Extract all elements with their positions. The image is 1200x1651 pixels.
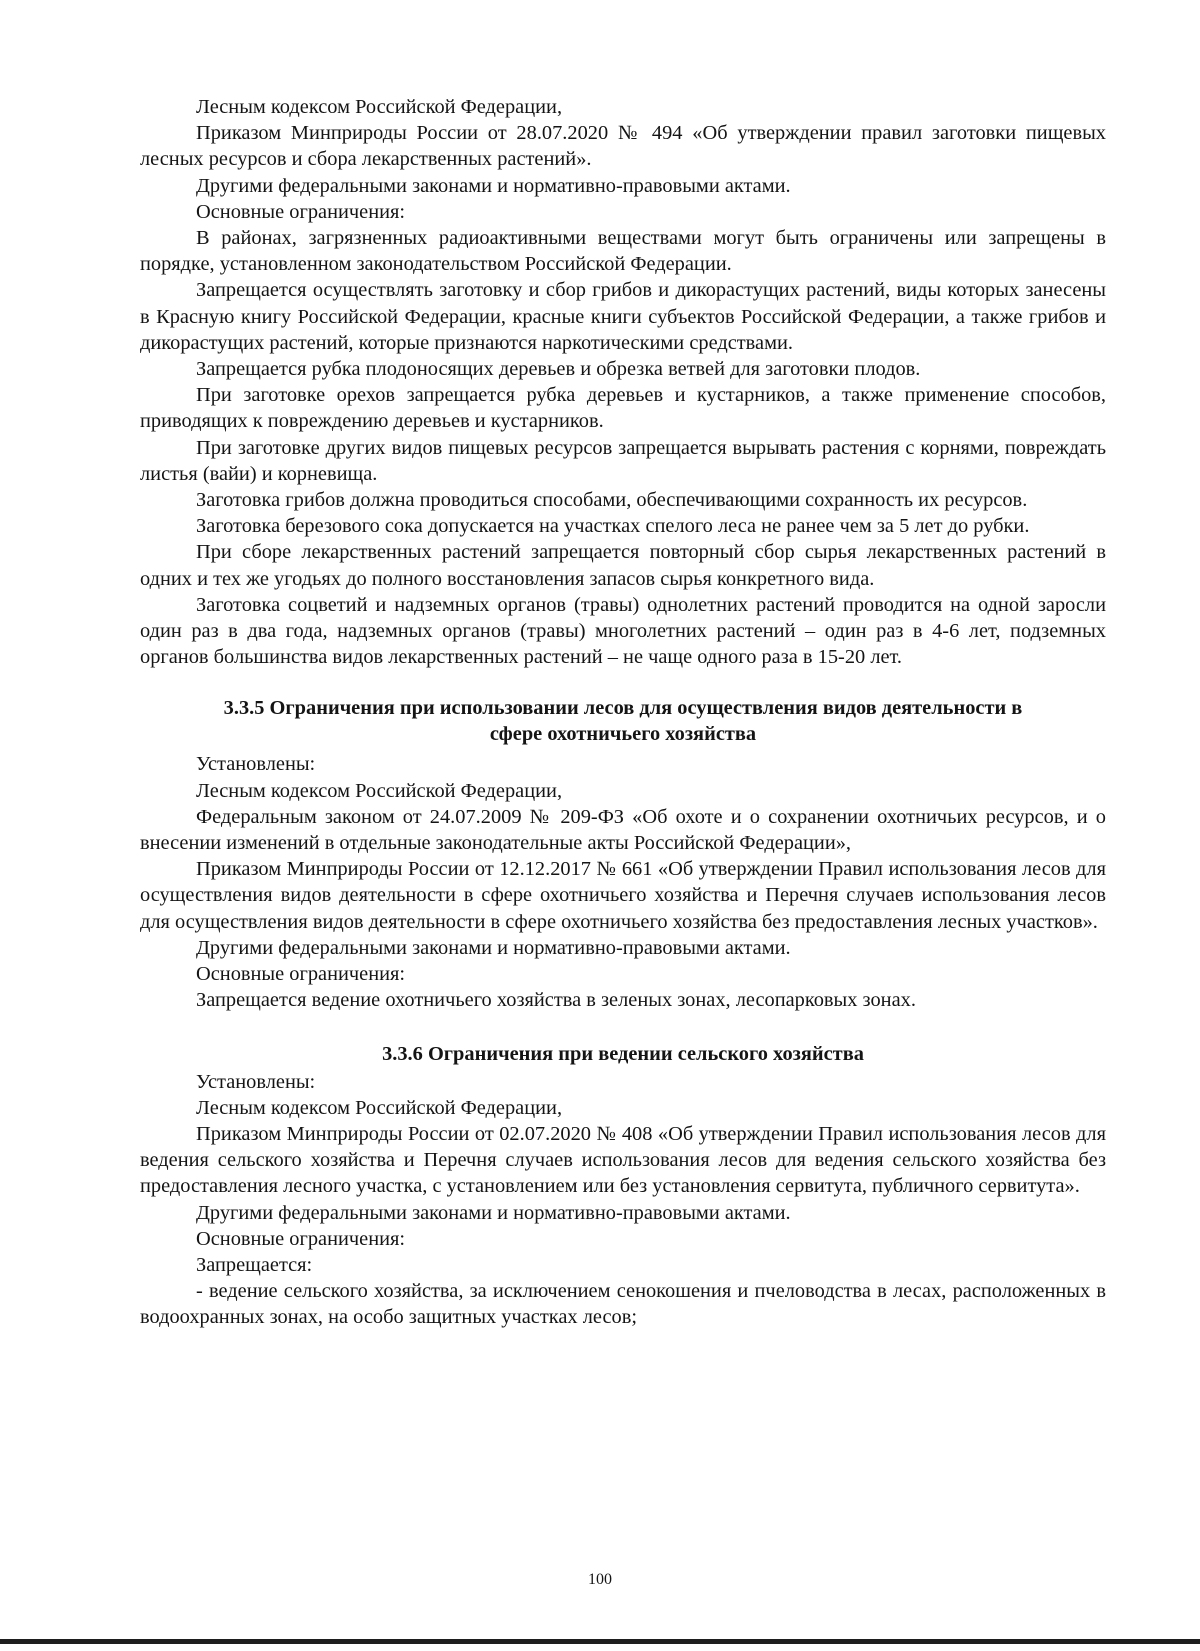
paragraph: При сборе лекарственных растений запрещается повторный сбор сырья лекарственных растений в одних и тех же угодьях до полного восстановления запасов сырья конкретного вида. xyxy=(140,541,1106,590)
paragraph: Установлены: xyxy=(196,1070,316,1093)
paragraph: Заготовка березового сока допускается на участках спелого леса не ранее чем за 5 лет до рубки. xyxy=(196,515,1030,538)
paragraph: В районах, загрязненных радиоактивными веществами могут быть ограничены или запрещены в порядке, установленном законодательством Российской Федерации. xyxy=(140,227,1106,276)
paragraph: При заготовке других видов пищевых ресурсов запрещается вырывать растения с корнями, повреждать листья (вайи) и корневища. xyxy=(140,436,1106,485)
page-body xyxy=(140,94,1106,1331)
bottom-rule xyxy=(0,1639,1200,1644)
paragraph: При заготовке орехов запрещается рубка деревьев и кустарников, а также применение способов, приводящих к повреждению деревьев и кустарников. xyxy=(140,384,1106,433)
paragraph: Федеральным законом от 24.07.2009 № 209-ФЗ «Об охоте и о сохранении охотничьих ресурсов, и о внесении изменений в отдельные законодательные акты Российской Федерации», xyxy=(140,805,1106,855)
paragraph: Запрещается осуществлять заготовку и сбор грибов и дикорастущих растений, виды которых занесены в Красную книгу Российской Федерации, красные книги субъектов Российской Федерации, а также грибов и дикорастущих растений, которые признаются наркотическими средствами. xyxy=(140,279,1106,354)
paragraph: Лесным кодексом Российской Федерации, xyxy=(196,779,563,802)
paragraph: Лесным кодексом Российской Федерации, xyxy=(196,1096,563,1119)
paragraph: Заготовка грибов должна проводиться способами, обеспечивающими сохранность их ресурсов. xyxy=(196,489,1028,512)
section-heading-3-3-6: 3.3.6 Ограничения при ведении сельского хозяйства xyxy=(382,1042,864,1065)
section-heading-line: 3.3.5 Ограничения при использовании лесов для осуществления видов деятельности в xyxy=(223,697,1023,720)
paragraph: Другими федеральными законами и нормативно-правовыми актами. xyxy=(196,174,791,197)
paragraph: Заготовка соцветий и надземных органов (травы) однолетних растений проводится на одной заросли один раз в два года, надземных органов (травы) многолетних растений – один раз в 4-6 лет, подземных органов большинства видов лекарственных растений – не чаще одного раза в 15-20 лет. xyxy=(140,593,1106,669)
paragraph: Лесным кодексом Российской Федерации, xyxy=(196,96,563,118)
section-heading-3-3-5 xyxy=(140,695,1106,747)
paragraph: Запрещается ведение охотничьего хозяйства в зеленых зонах, лесопарковых зонах. xyxy=(196,989,916,1012)
section-heading-line: сфере охотничьего хозяйства xyxy=(489,723,757,746)
paragraph: Приказом Минприроды России от 12.12.2017 № 661 «Об утверждении Правил использования лесов для осуществления видов деятельности в сфере охотничьего хозяйства и Перечня случаев использования лесов для осуществления видов деятельности в сфере охотничьего хозяйства без предоставления лесных участков». xyxy=(140,858,1106,933)
paragraph: Запрещается: xyxy=(196,1253,313,1276)
paragraph: Основные ограничения: xyxy=(196,200,406,223)
paragraph: Приказом Минприроды России от 02.07.2020 № 408 «Об утверждении Правил использования лесов для ведения сельского хозяйства и Перечня случаев использования лесов для ведения сельского хозяйства без предоставления лесного участка, с установлением или без установления сервитута, публичного сервитута». xyxy=(140,1122,1106,1198)
paragraph: Основные ограничения: xyxy=(196,1227,406,1250)
paragraph: Запрещается рубка плодоносящих деревьев и обрезка ветвей для заготовки плодов. xyxy=(196,358,921,381)
paragraph: Установлены: xyxy=(196,753,316,776)
paragraph: Другими федеральными законами и нормативно-правовыми актами. xyxy=(196,936,791,959)
paragraph: - ведение сельского хозяйства, за исключением сенокошения и пчеловодства в лесах, расположенных в водоохранных зонах, на особо защитных участках лесов; xyxy=(140,1280,1106,1329)
paragraph: Другими федеральными законами и нормативно-правовыми актами. xyxy=(196,1201,791,1224)
page-number: 100 xyxy=(588,1571,612,1588)
paragraph: Приказом Минприроды России от 28.07.2020 № 494 «Об утверждении правил заготовки пищевых лесных ресурсов и сбора лекарственных растений». xyxy=(140,122,1106,171)
paragraph: Основные ограничения: xyxy=(196,963,406,986)
